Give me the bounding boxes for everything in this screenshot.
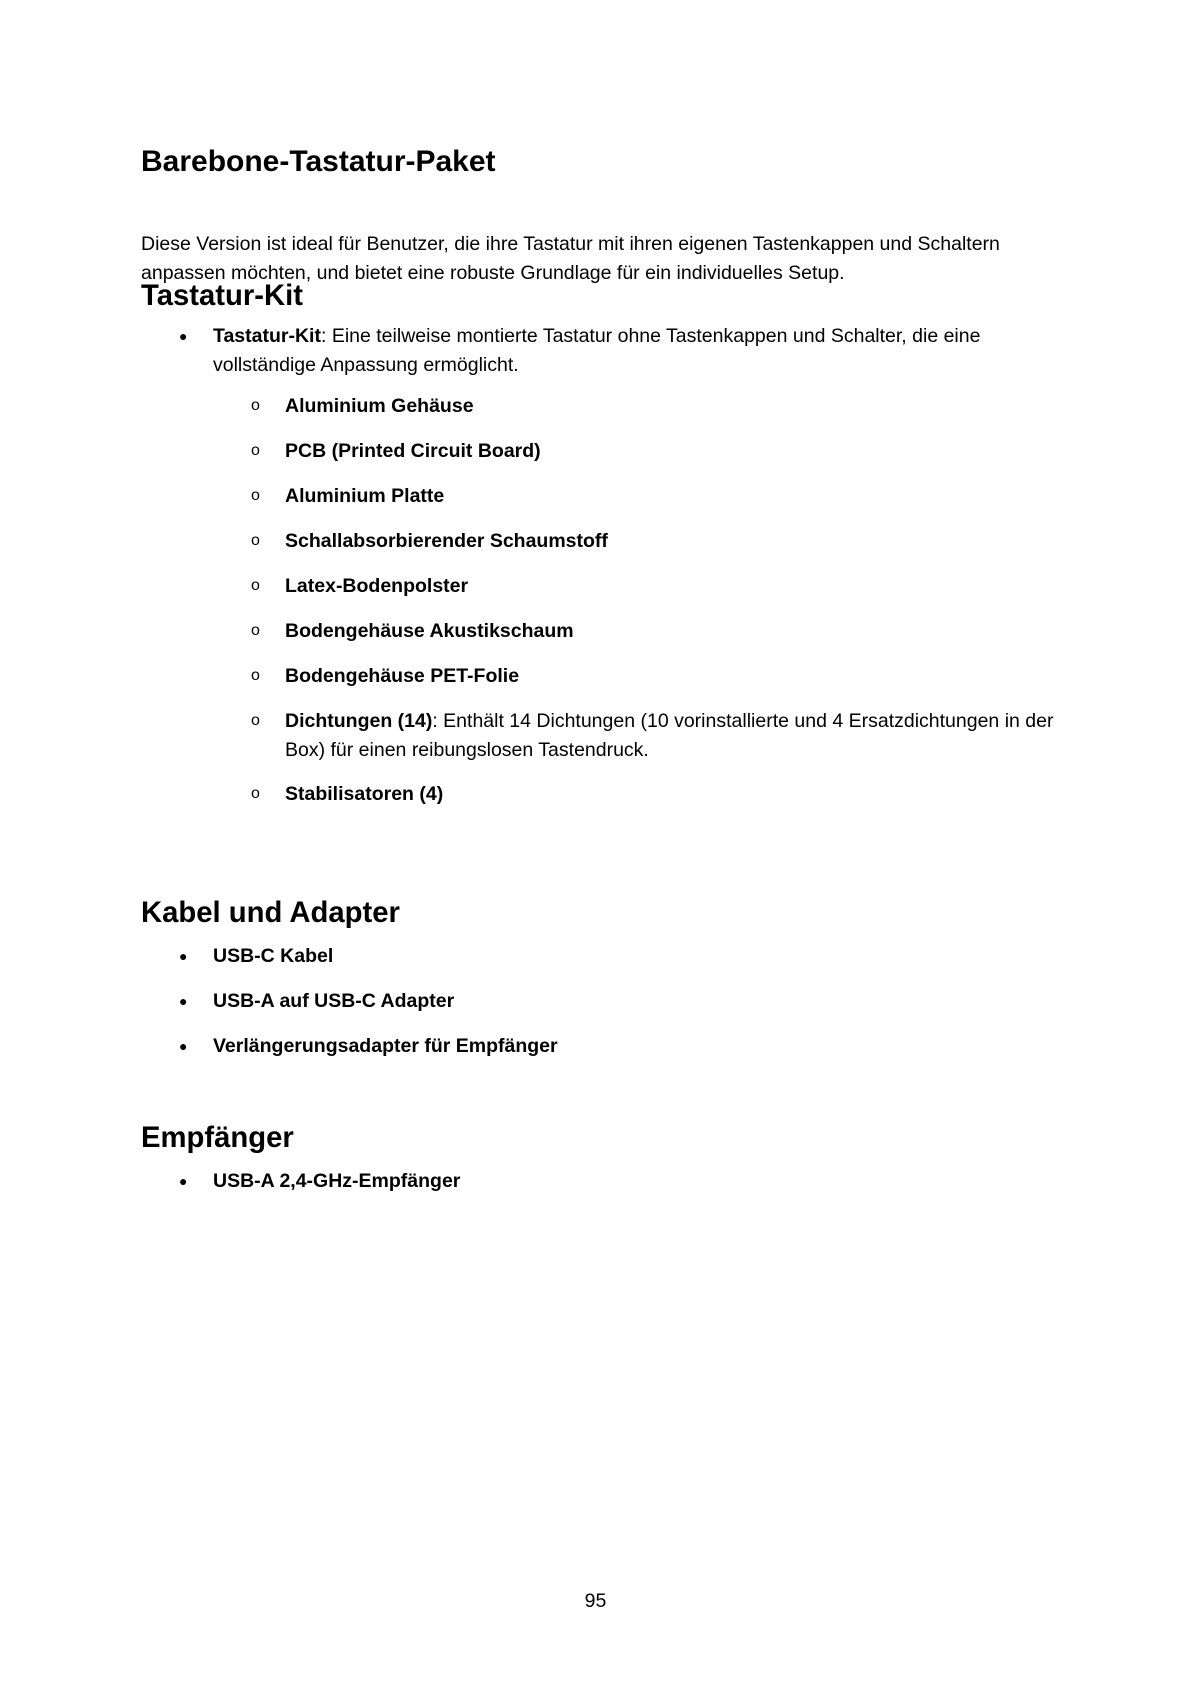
sub-bullet-icon: o <box>251 622 260 639</box>
sub-list-item-label: Aluminium Platte <box>285 485 445 507</box>
sub-bullet-icon: o <box>251 397 260 414</box>
list-item-description: : Eine teilweise montierte Tastatur ohne Tastenkappen und Schalter, die eine vollständige Anpassung ermöglicht. <box>213 325 981 376</box>
section-heading-empfaenger: Empfänger <box>141 1122 294 1154</box>
sub-list-item-label: PCB (Printed Circuit Board) <box>285 440 541 462</box>
sub-bullet-icon: o <box>251 577 260 594</box>
list-item-label: Verlängerungsadapter für Empfänger <box>213 1035 558 1057</box>
sub-list-item-label: Stabilisatoren (4) <box>285 783 444 805</box>
page-number: 95 <box>584 1590 607 1612</box>
list-item-label: USB-A 2,4-GHz-Empfänger <box>213 1170 461 1192</box>
sub-list-item <box>141 707 1061 767</box>
page-title: Barebone-Tastatur-Paket <box>141 145 496 178</box>
bullet-icon: ● <box>179 993 188 1009</box>
sub-bullet-icon: o <box>251 487 260 504</box>
list-item <box>141 322 1061 382</box>
sub-bullet-icon: o <box>251 667 260 684</box>
intro-paragraph: Diese Version ist ideal für Benutzer, die ihre Tastatur mit ihren eigenen Tastenkappen und Schaltern anpassen möchten, und bietet eine robuste Grundlage für ein individuelles Setup. <box>141 233 1000 284</box>
sub-bullet-icon: o <box>251 442 260 459</box>
bullet-icon: ● <box>179 948 188 964</box>
section-heading-kabel-und-adapter: Kabel und Adapter <box>141 897 400 929</box>
bullet-icon: ● <box>179 328 188 344</box>
list-item-label: Tastatur-Kit <box>213 325 321 347</box>
sub-list-item-label: Schallabsorbierender Schaumstoff <box>285 530 608 552</box>
list-item-label: USB-C Kabel <box>213 945 334 967</box>
list-item-label: USB-A auf USB-C Adapter <box>213 990 455 1012</box>
section-heading-tastatur-kit: Tastatur-Kit <box>141 280 303 312</box>
sub-list-item-label: Bodengehäuse PET-Folie <box>285 665 520 687</box>
sub-bullet-icon: o <box>251 712 260 729</box>
sub-bullet-icon: o <box>251 532 260 549</box>
bullet-icon: ● <box>179 1173 188 1189</box>
sub-list-item-label: Latex-Bodenpolster <box>285 575 469 597</box>
sub-list-item-description: : Enthält 14 Dichtungen (10 vorinstallierte und 4 Ersatzdichtungen in der Box) für einen reibungslosen Tastendruck. <box>285 710 1054 761</box>
sub-list-item-text <box>285 707 1065 765</box>
sub-list-item-label: Bodengehäuse Akustikschaum <box>285 620 574 642</box>
sub-list-item-label: Dichtungen (14) <box>285 710 433 732</box>
list-item-text <box>213 322 1043 380</box>
sub-bullet-icon: o <box>251 785 260 802</box>
sub-list-item-label: Aluminium Gehäuse <box>285 395 474 417</box>
bullet-icon: ● <box>179 1038 188 1054</box>
